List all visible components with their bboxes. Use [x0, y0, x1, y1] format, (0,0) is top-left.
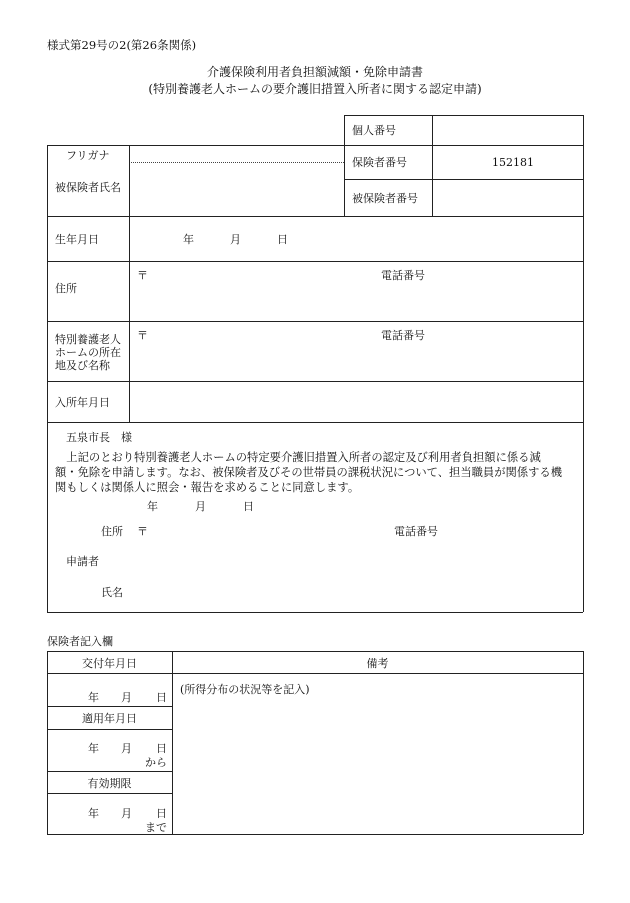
addressee: 五泉市長 様 — [66, 431, 132, 444]
facility-phone-label: 電話番号 — [381, 329, 425, 342]
applicant-address-label: 住所 — [101, 525, 123, 538]
applicant-phone-label: 電話番号 — [394, 525, 438, 538]
address-phone-label: 電話番号 — [381, 269, 425, 282]
application-year-label: 年 — [147, 500, 158, 513]
kojin-bangou-label: 個人番号 — [352, 124, 396, 137]
applicable-day-label: 日 — [156, 742, 167, 755]
birth-year-label: 年 — [183, 233, 194, 246]
applicant-name-label: 氏名 — [101, 586, 123, 599]
hokensha-bangou-label: 保険者番号 — [352, 156, 407, 169]
issue-day-label: 日 — [156, 691, 167, 704]
hihokensha-name-label: 被保険者氏名 — [55, 181, 121, 194]
declaration-text: 上記のとおり特別養護老人ホームの特定要介護旧措置入所者の認定及び利用者負担額に係る減 額・免除を申請します。なお、被保険者及びその世帯員の課税状況について、担当職員が関係する機 関もしくは関係人に照会・報告を求めることに同意します。 — [55, 451, 563, 494]
birth-day-label: 日 — [277, 233, 288, 246]
hokensha-bangou-value: 152181 — [492, 156, 534, 169]
applicable-date-label: 適用年月日 — [82, 712, 137, 725]
application-day-label: 日 — [243, 500, 254, 513]
birth-date-label: 生年月日 — [55, 233, 99, 246]
applicant-postal-mark: 〒 — [137, 525, 148, 538]
insurer-section-title: 保険者記入欄 — [47, 635, 113, 648]
postal-mark: 〒 — [137, 269, 148, 282]
validity-year-label: 年 — [88, 807, 99, 820]
address-label: 住所 — [55, 282, 77, 295]
issue-month-label: 月 — [121, 691, 132, 704]
applicable-month-label: 月 — [121, 742, 132, 755]
hihokensha-bangou-label: 被保険者番号 — [352, 192, 418, 205]
application-month-label: 月 — [195, 500, 206, 513]
furigana-label: フリガナ — [66, 149, 110, 162]
until-label: まで — [145, 821, 167, 834]
facility-label: 特別養護老人 ホームの所在 地及び名称 — [55, 333, 121, 373]
from-label: から — [145, 756, 167, 769]
remarks-label: 備考 — [366, 657, 389, 670]
applicant-label: 申請者 — [66, 555, 99, 568]
remarks-note: (所得分布の状況等を記入) — [180, 683, 310, 696]
validity-month-label: 月 — [121, 807, 132, 820]
validity-label: 有効期限 — [87, 777, 132, 790]
form-subtitle: (特別養護老人ホームの要介護旧措置入所者に関する認定申請) — [148, 82, 482, 96]
facility-postal-mark: 〒 — [137, 329, 148, 342]
applicable-year-label: 年 — [88, 742, 99, 755]
form-number: 様式第29号の2(第26条関係) — [47, 38, 197, 52]
issue-date-label: 交付年月日 — [82, 657, 137, 670]
admission-date-label: 入所年月日 — [55, 396, 110, 409]
birth-month-label: 月 — [230, 233, 241, 246]
issue-year-label: 年 — [88, 691, 99, 704]
validity-day-label: 日 — [156, 807, 167, 820]
form-title: 介護保険利用者負担額減額・免除申請書 — [206, 65, 423, 79]
